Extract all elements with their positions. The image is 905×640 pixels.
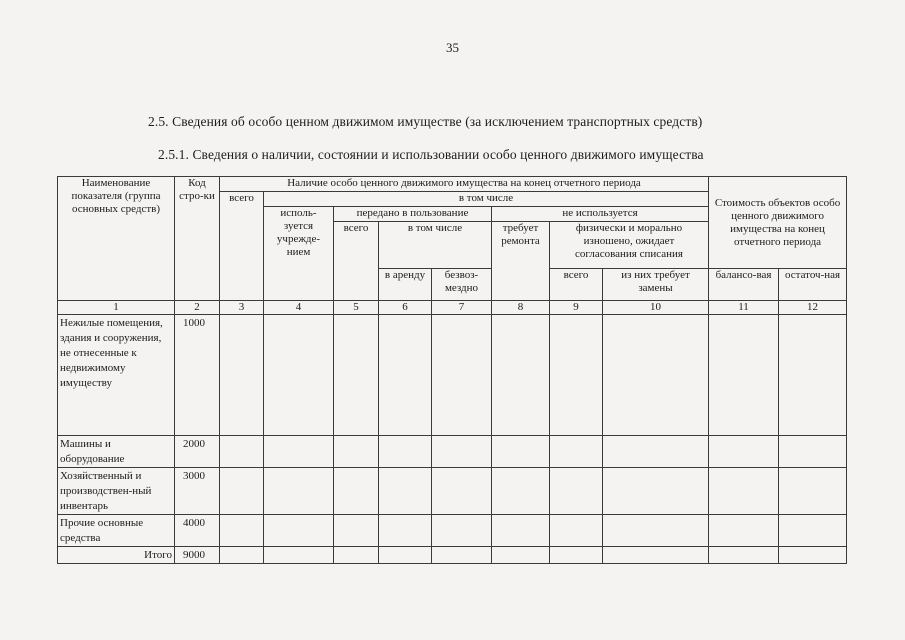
cell bbox=[264, 547, 334, 564]
subsection-title: 2.5.1. Сведения о наличии, состоянии и использовании особо ценного движимого имущества bbox=[158, 147, 704, 162]
row-code: 1000 bbox=[175, 315, 220, 436]
cell bbox=[550, 515, 603, 547]
column-number: 12 bbox=[779, 301, 847, 315]
cell bbox=[492, 315, 550, 436]
cell bbox=[779, 315, 847, 436]
cell bbox=[709, 468, 779, 515]
cell bbox=[334, 468, 379, 515]
header-free: безвоз-мездно bbox=[432, 269, 492, 301]
header-total: всего bbox=[220, 192, 264, 301]
column-number: 7 bbox=[432, 301, 492, 315]
cell bbox=[432, 515, 492, 547]
cell bbox=[334, 436, 379, 468]
cell bbox=[379, 315, 432, 436]
table-row bbox=[58, 315, 847, 436]
column-number: 2 bbox=[175, 301, 220, 315]
header-cost: Стоимость объектов особо ценного движимого имущества на конец отчетного периода bbox=[709, 177, 847, 269]
cell bbox=[779, 515, 847, 547]
cell bbox=[550, 436, 603, 468]
cell bbox=[379, 515, 432, 547]
header-presence: Наличие особо ценного движимого имущества на конец отчетного периода bbox=[220, 177, 709, 192]
header-including: в том числе bbox=[264, 192, 709, 207]
cell bbox=[492, 547, 550, 564]
header-used: исполь-зуется учрежде-нием bbox=[264, 207, 334, 301]
cell bbox=[379, 436, 432, 468]
cell bbox=[709, 515, 779, 547]
cell bbox=[779, 547, 847, 564]
header-repair: требует ремонта bbox=[492, 222, 550, 301]
cell bbox=[779, 436, 847, 468]
header-transferred: передано в пользование bbox=[334, 207, 492, 222]
cell bbox=[264, 436, 334, 468]
cell bbox=[779, 468, 847, 515]
page-number: 35 bbox=[446, 40, 459, 55]
row-name: Прочие основные средства bbox=[58, 515, 175, 547]
header-name: Наименование показателя (группа основных средств) bbox=[58, 177, 175, 301]
header-worn: физически и морально изношено, ожидает согласования списания bbox=[550, 222, 709, 269]
column-number: 3 bbox=[220, 301, 264, 315]
cell bbox=[709, 436, 779, 468]
header-rent: в аренду bbox=[379, 269, 432, 301]
column-number: 5 bbox=[334, 301, 379, 315]
cell bbox=[220, 515, 264, 547]
column-number: 8 bbox=[492, 301, 550, 315]
cell bbox=[603, 315, 709, 436]
section-title: 2.5. Сведения об особо ценном движимом имуществе (за исключением транспортных средств) bbox=[148, 114, 703, 129]
header-code: Код стро-ки bbox=[175, 177, 220, 301]
row-name: Нежилые помещения, здания и сооружения, не отнесенные к недвижимому имуществу bbox=[58, 315, 175, 436]
row-name: Машины и оборудование bbox=[58, 436, 175, 468]
row-name: Хозяйственный и производствен-ный инвентарь bbox=[58, 468, 175, 515]
cell bbox=[550, 315, 603, 436]
cell bbox=[492, 515, 550, 547]
table-row bbox=[58, 515, 847, 547]
column-number: 6 bbox=[379, 301, 432, 315]
header-transferred-including: в том числе bbox=[379, 222, 492, 269]
column-number: 11 bbox=[709, 301, 779, 315]
cell bbox=[220, 468, 264, 515]
cell bbox=[709, 315, 779, 436]
header-residual: остаточ-ная bbox=[779, 269, 847, 301]
cell bbox=[379, 547, 432, 564]
cell bbox=[603, 468, 709, 515]
cell bbox=[334, 315, 379, 436]
cell bbox=[603, 436, 709, 468]
column-number: 1 bbox=[58, 301, 175, 315]
cell bbox=[220, 315, 264, 436]
header-transferred-total: всего bbox=[334, 222, 379, 301]
column-number: 9 bbox=[550, 301, 603, 315]
table-row bbox=[58, 436, 847, 468]
row-code: 2000 bbox=[175, 436, 220, 468]
cell bbox=[432, 468, 492, 515]
cell bbox=[264, 315, 334, 436]
cell bbox=[220, 547, 264, 564]
column-number: 4 bbox=[264, 301, 334, 315]
row-code: 4000 bbox=[175, 515, 220, 547]
cell bbox=[550, 468, 603, 515]
cell bbox=[492, 436, 550, 468]
table-row bbox=[58, 468, 847, 515]
cell bbox=[492, 468, 550, 515]
cell bbox=[603, 515, 709, 547]
total-label: Итого bbox=[58, 547, 175, 564]
column-number: 10 bbox=[603, 301, 709, 315]
header-replace: из них требует замены bbox=[603, 269, 709, 301]
cell bbox=[334, 515, 379, 547]
cell bbox=[264, 468, 334, 515]
cell bbox=[432, 436, 492, 468]
cell bbox=[432, 547, 492, 564]
total-code: 9000 bbox=[175, 547, 220, 564]
cell bbox=[432, 315, 492, 436]
header-worn-total: всего bbox=[550, 269, 603, 301]
header-not-used: не используется bbox=[492, 207, 709, 222]
cell bbox=[550, 547, 603, 564]
row-code: 3000 bbox=[175, 468, 220, 515]
cell bbox=[220, 436, 264, 468]
cell bbox=[603, 547, 709, 564]
cell bbox=[379, 468, 432, 515]
cell bbox=[334, 547, 379, 564]
cell bbox=[709, 547, 779, 564]
property-table bbox=[57, 176, 847, 564]
cell bbox=[264, 515, 334, 547]
total-row bbox=[58, 547, 847, 564]
header-balance: балансо-вая bbox=[709, 269, 779, 301]
column-number-row bbox=[58, 301, 847, 315]
